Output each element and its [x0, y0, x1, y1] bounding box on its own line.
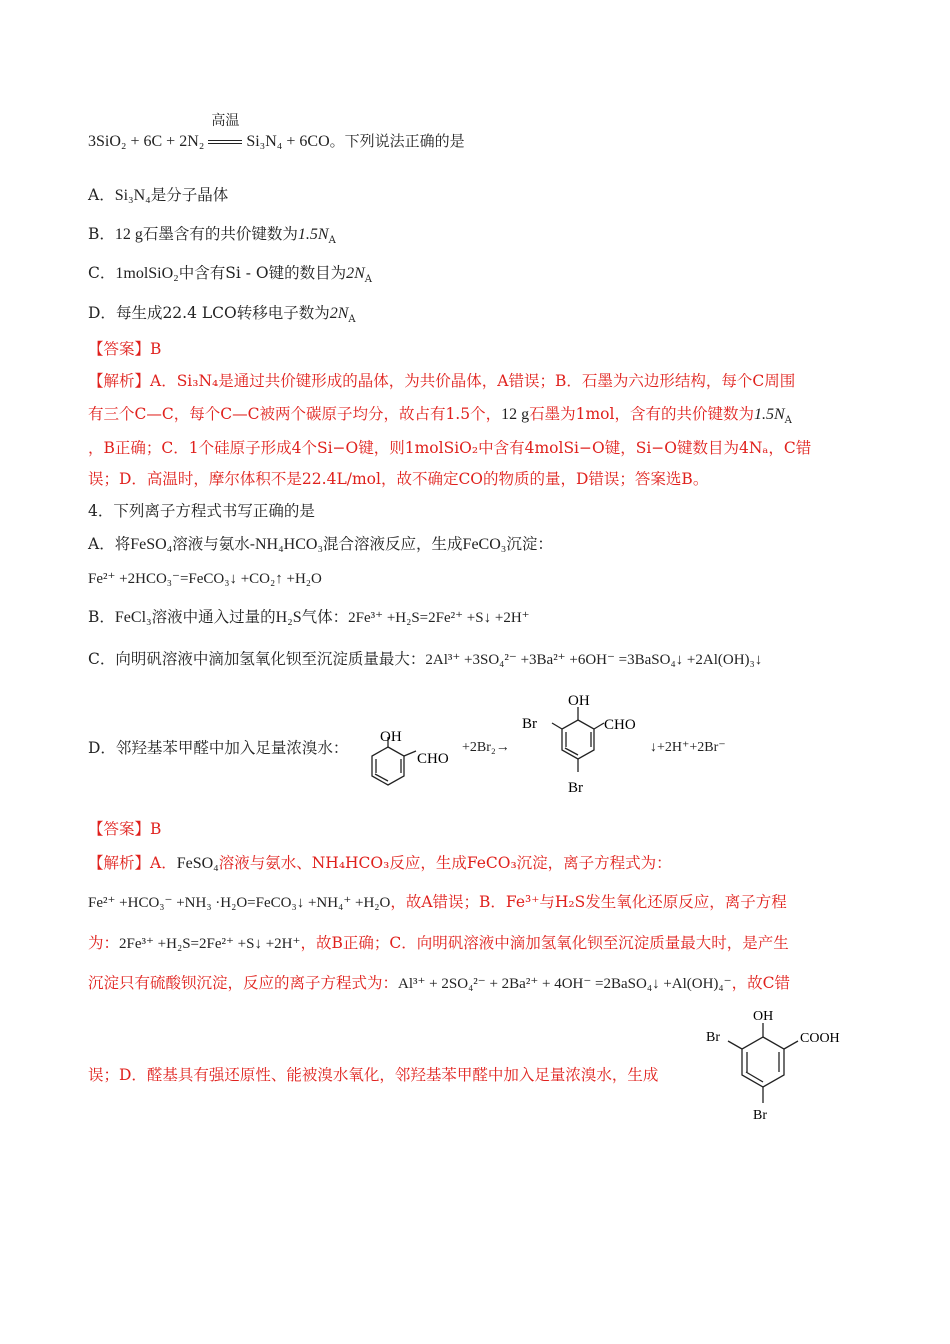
exp-text: ，故C错	[731, 974, 790, 992]
br-label: Br	[706, 1030, 720, 1045]
cho-label: CHO	[604, 717, 636, 733]
option-text: 溶液中通入过量的	[151, 608, 276, 626]
subscript: A	[328, 235, 336, 247]
q4-option-b	[88, 606, 530, 629]
option-text: 溶液与氨水-	[172, 535, 255, 553]
molecule-dibromo-salicylaldehyde	[520, 690, 650, 800]
q3-option-d	[88, 302, 356, 325]
q4-explanation-2	[88, 891, 787, 914]
formula: 12 g	[114, 226, 143, 243]
equation: 2Al³⁺ +3SO₄²⁻ +3Ba²⁺ +6OH⁻ =3BaSO₄↓ +2Al(OH)₃↓	[425, 652, 763, 668]
option-label: A．	[88, 186, 115, 204]
formula: 1.5N	[753, 406, 785, 423]
option-text: 是分子晶体	[150, 186, 229, 204]
exp-text: 为：	[88, 934, 120, 952]
q4-stem: 4．下列离子方程式书写正确的是	[88, 502, 315, 520]
eq-left: 3SiO₂ + 6C + 2N₂	[88, 133, 205, 150]
q4-explanation-5: 误；D．醛基具有强还原性、能被溴水氧化，邻羟基苯甲醛中加入足量浓溴水，生成	[88, 1066, 659, 1084]
option-text: 中含有Si - O键的数目为	[178, 264, 347, 282]
option-label: C．	[88, 264, 116, 282]
q3-option-b	[88, 223, 336, 246]
formula: NH₄HCO₃	[254, 536, 324, 553]
formula: H₂S	[275, 609, 302, 626]
exp-text: 有三个C—C，每个C—C被两个碳原子均分，故占有1.5个，	[88, 405, 502, 423]
molecule-salicylaldehyde	[360, 725, 470, 805]
exp-text: ，故A错误；B．Fe³⁺与H₂S发生氧化还原反应，离子方程	[390, 893, 787, 911]
exp-text: 石墨为1mol，含有的共价键数为	[529, 405, 754, 423]
subscript: A	[784, 415, 792, 427]
option-text: 气体：	[301, 608, 349, 626]
equation: Al³⁺ + 2SO₄²⁻ + 2Ba²⁺ + 4OH⁻ =2BaSO₄↓ +Al(OH)₄⁻	[398, 976, 732, 992]
br-label: Br	[522, 716, 537, 732]
q3-explanation-4: 误；D．高温时，摩尔体积不是22.4L/mol，故不确定CO的物质的量，D错误；答案选B。	[88, 470, 709, 488]
cho-label: CHO	[417, 751, 449, 767]
formula: FeSO₄	[176, 855, 219, 872]
exp-text: 沉淀只有硫酸钡沉淀，反应的离子方程式为：	[88, 974, 399, 992]
equation: 2Fe³⁺ +H₂S=2Fe²⁺ +S↓ +2H⁺	[119, 936, 301, 952]
option-text: C．向明矾溶液中滴加氢氧化钡至沉淀质量最大：	[88, 650, 426, 668]
oh-label: OH	[568, 693, 590, 709]
q4-answer: 【答案】B	[88, 820, 162, 838]
exp-text: 溶液与氨水、NH₄HCO₃反应，生成FeCO₃沉淀，离子方程式为：	[218, 854, 672, 872]
q3-explanation-1: 【解析】A．Si₃N₄是通过共价键形成的晶体，为共价晶体，A错误；B．石墨为六边形结构，每个C周围	[88, 372, 796, 390]
q3-option-c	[88, 262, 372, 285]
option-text: 沉淀：	[506, 535, 553, 553]
equation: Fe²⁺ +HCO₃⁻ +NH₃ ·H₂O=FeCO₃↓ +NH₄⁺ +H₂O	[88, 895, 391, 911]
q4-explanation-1	[88, 852, 672, 875]
exp-text: 【解析】A．	[88, 854, 177, 872]
formula: 1molSiO₂	[115, 265, 179, 282]
eq-right: Si₃N₄ + 6CO	[246, 133, 330, 150]
q4-option-d-end: ↓+2H⁺+2Br⁻	[650, 740, 726, 755]
oh-label: OH	[753, 1009, 774, 1024]
q3-equation	[88, 114, 465, 153]
q4-explanation-3	[88, 932, 789, 955]
equation: 2Fe³⁺ +H₂S=2Fe²⁺ +S↓ +2H⁺	[348, 610, 530, 626]
br-label: Br	[753, 1108, 767, 1123]
option-label: B．	[88, 225, 115, 243]
cooh-label: COOH	[800, 1031, 840, 1046]
option-label: D．	[88, 304, 116, 322]
formula: Si₃N₄	[114, 187, 151, 204]
q3-explanation-3: ，B正确；C．1个硅原子形成4个Si−O键，则1molSiO₂中含有4molSi−O键，Si−O键数目为4Nₐ，C错	[88, 439, 812, 457]
option-text: 混合溶液反应，生成	[323, 535, 463, 553]
formula: 12 g	[501, 406, 530, 423]
reaction-arrow	[204, 114, 246, 153]
subscript: A	[364, 274, 373, 286]
molecule-dibromo-salicylic-acid	[700, 1005, 860, 1135]
q3-answer: 【答案】B	[88, 340, 162, 358]
q4-option-a	[88, 533, 553, 556]
formula: 2N	[329, 305, 349, 322]
option-text: 每生成22.4 LCO转移电子数为	[115, 304, 330, 322]
q4-option-a-equation: Fe²⁺ +2HCO₃⁻=FeCO₃↓ +CO₂↑ +H₂O	[88, 571, 322, 587]
formula: 1.5N	[297, 226, 329, 243]
q4-option-d-mid: +2Br₂→	[462, 740, 510, 755]
q3-option-a	[88, 184, 228, 207]
oh-label: OH	[380, 729, 402, 745]
exp-text: ，故B正确；C．向明矾溶液中滴加氢氧化钡至沉淀质量最大时，是产生	[300, 934, 789, 952]
formula: FeCl₃	[114, 609, 152, 626]
q3-stem: 。下列说法正确的是	[329, 134, 465, 150]
option-label: A．将	[88, 535, 131, 553]
q3-explanation-2	[88, 403, 792, 426]
q4-explanation-4	[88, 972, 790, 995]
br-label: Br	[568, 780, 583, 796]
formula: 2N	[346, 265, 365, 282]
option-text: 石墨含有的共价键数为	[142, 225, 298, 243]
formula: FeCO₃	[462, 536, 507, 553]
q4-option-c	[88, 648, 762, 671]
option-label: B．	[88, 608, 115, 626]
formula: FeSO₄	[130, 536, 173, 553]
subscript: A	[348, 314, 356, 326]
q4-option-d-text: D．邻羟基苯甲醛中加入足量浓溴水：	[88, 739, 349, 757]
eq-condition: 高温	[211, 114, 240, 129]
